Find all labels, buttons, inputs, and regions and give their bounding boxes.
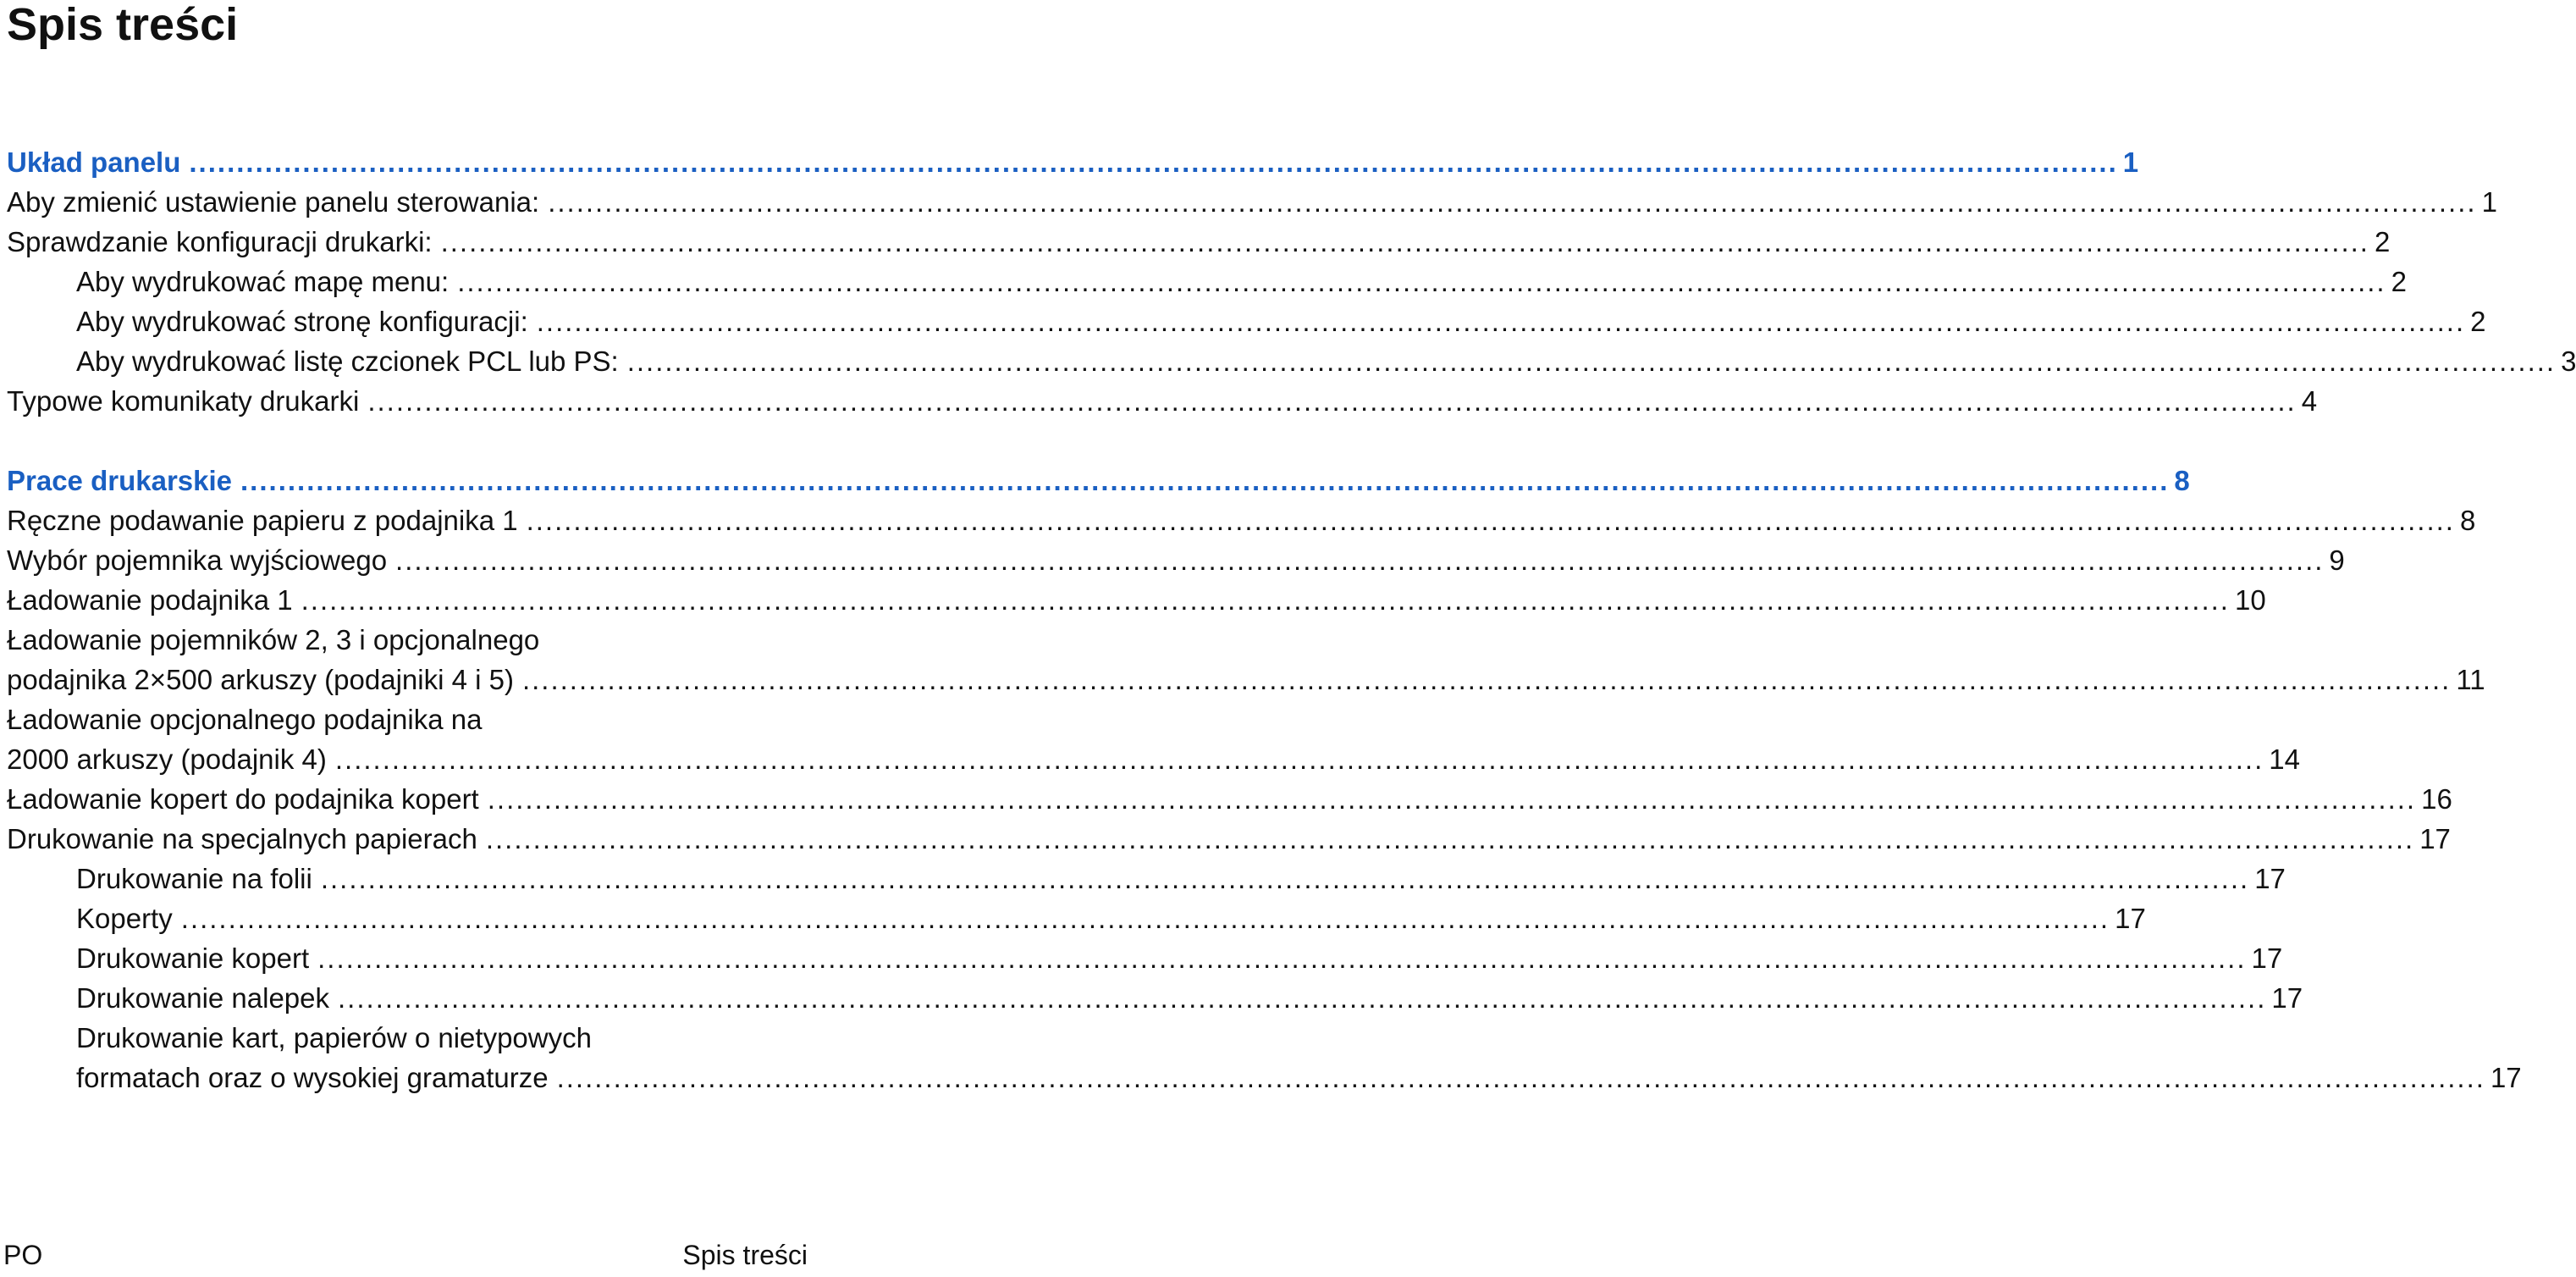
toc-entry-text: Ładowanie pojemników 2, 3 i opcjonalnego: [7, 624, 540, 655]
toc-entry-text: Aby zmienić ustawienie panelu sterowania:: [7, 186, 540, 218]
toc-entry[interactable]: [7, 580, 2266, 620]
toc-entry[interactable]: [76, 978, 2303, 1018]
toc-entry[interactable]: [7, 660, 2485, 699]
toc-entry-text: Drukowanie kopert: [76, 943, 310, 974]
toc-entry[interactable]: [76, 341, 2576, 381]
toc-page-number: 11: [2456, 664, 2485, 695]
footer-language-code: PO: [3, 1240, 43, 1270]
toc-entry-text: Ładowanie opcjonalnego podajnika na: [7, 704, 483, 735]
toc-entry[interactable]: [76, 938, 2283, 978]
toc-page-number: 1: [2122, 146, 2139, 178]
toc-page-number: 17: [2115, 903, 2146, 934]
toc-entry-text: Drukowanie na specjalnych papierach: [7, 823, 477, 854]
toc-entry-text: Sprawdzanie konfiguracji drukarki:: [7, 226, 433, 257]
toc-leader-dots: [486, 819, 2414, 859]
toc-entry-text: Aby wydrukować mapę menu:: [76, 266, 450, 297]
toc-entry-text: Ładowanie podajnika 1: [7, 584, 293, 616]
toc-leader-dots: [317, 938, 2246, 978]
toc-leader-dots: [395, 540, 2324, 580]
toc-entry-text: Ręczne podawanie papieru z podajnika 1: [7, 505, 518, 536]
toc-entry[interactable]: [7, 779, 2452, 819]
toc-entry[interactable]: [7, 381, 2318, 421]
toc-page-number: 17: [2271, 982, 2303, 1014]
toc-entry-text: Ładowanie kopert do podajnika kopert: [7, 783, 479, 815]
toc-page-number: 14: [2269, 744, 2300, 775]
footer-section-title: Spis treści: [682, 1240, 808, 1270]
toc-entry[interactable]: [76, 262, 2407, 301]
toc-leader-dots: [627, 341, 2556, 381]
toc-entry-text: Wybór pojemnika wyjściowego: [7, 545, 388, 576]
toc-leader-dots: [321, 859, 2249, 898]
toc-entry-first-line[interactable]: [7, 620, 765, 660]
toc-heading-print-jobs[interactable]: [7, 461, 2190, 500]
toc-entry[interactable]: [7, 819, 2451, 859]
toc-page-number: 17: [2419, 823, 2451, 854]
toc-page-number: 3: [2561, 346, 2576, 377]
toc-page-number: 4: [2301, 385, 2318, 417]
toc-leader-dots: [457, 262, 2386, 301]
toc-page-number: 2: [2470, 306, 2486, 337]
toc-leader-dots: [548, 182, 2476, 222]
toc-entry-text: Koperty: [76, 903, 173, 934]
toc-page-number: 10: [2234, 584, 2266, 616]
toc-leader-dots: [189, 142, 2117, 182]
toc-page-number: 9: [2329, 545, 2345, 576]
toc-heading-panel-layout[interactable]: [7, 142, 2139, 182]
toc-page-number: 2: [2374, 226, 2391, 257]
toc-page-number: 17: [2251, 943, 2283, 974]
toc-entry-text: Drukowanie kart, papierów o nietypowych: [76, 1022, 592, 1053]
toc-entry-text: podajnika 2×500 arkuszy (podajniki 4 i 5): [7, 664, 514, 695]
toc-page-number: 17: [2254, 863, 2286, 894]
toc-entry[interactable]: [76, 859, 2286, 898]
toc-leader-dots: [522, 660, 2451, 699]
toc-leader-dots: [181, 898, 2110, 938]
toc-entry-first-line[interactable]: [76, 1018, 765, 1058]
toc-leader-dots: [240, 461, 2169, 500]
toc-entry[interactable]: [76, 1058, 2522, 1097]
toc-entry[interactable]: [7, 222, 2391, 262]
toc-entry[interactable]: [7, 540, 2345, 580]
toc-entry-text: Drukowanie na folii: [76, 863, 312, 894]
toc-entry-text: 2000 arkuszy (podajnik 4): [7, 744, 327, 775]
toc-entry-text: Typowe komunikaty drukarki: [7, 385, 360, 417]
toc-leader-dots: [537, 301, 2465, 341]
toc-page-number: 16: [2421, 783, 2452, 815]
toc-entry-text: Aby wydrukować listę czcionek PCL lub PS:: [76, 346, 619, 377]
toc-leader-dots: [441, 222, 2369, 262]
toc-entry[interactable]: [76, 301, 2486, 341]
toc-leader-dots: [488, 779, 2416, 819]
toc-heading-text: Prace drukarskie: [7, 465, 233, 496]
toc-page-number: 1: [2481, 186, 2497, 218]
toc-entry[interactable]: [7, 739, 2300, 779]
page-title: Spis treści: [7, 0, 239, 50]
toc-leader-dots: [338, 978, 2266, 1018]
toc-entry-text: formatach oraz o wysokiej gramaturze: [76, 1062, 549, 1093]
toc-entry-text: Drukowanie nalepek: [76, 982, 330, 1014]
toc-leader-dots: [335, 739, 2264, 779]
toc-entry-text: Aby wydrukować stronę konfiguracji:: [76, 306, 528, 337]
toc-entry-first-line[interactable]: [7, 699, 765, 739]
toc-entry[interactable]: [76, 898, 2146, 938]
toc-page-number: 8: [2459, 505, 2476, 536]
toc-leader-dots: [367, 381, 2296, 421]
toc-leader-dots: [557, 1058, 2485, 1097]
toc-entry[interactable]: [7, 182, 2497, 222]
toc-page-number: 17: [2490, 1062, 2522, 1093]
toc-page-number: 8: [2174, 465, 2190, 496]
toc-heading-text: Układ panelu: [7, 146, 181, 178]
toc-leader-dots: [301, 580, 2230, 620]
toc-page-number: 2: [2391, 266, 2407, 297]
toc-leader-dots: [527, 500, 2455, 540]
toc-entry[interactable]: [7, 500, 2476, 540]
